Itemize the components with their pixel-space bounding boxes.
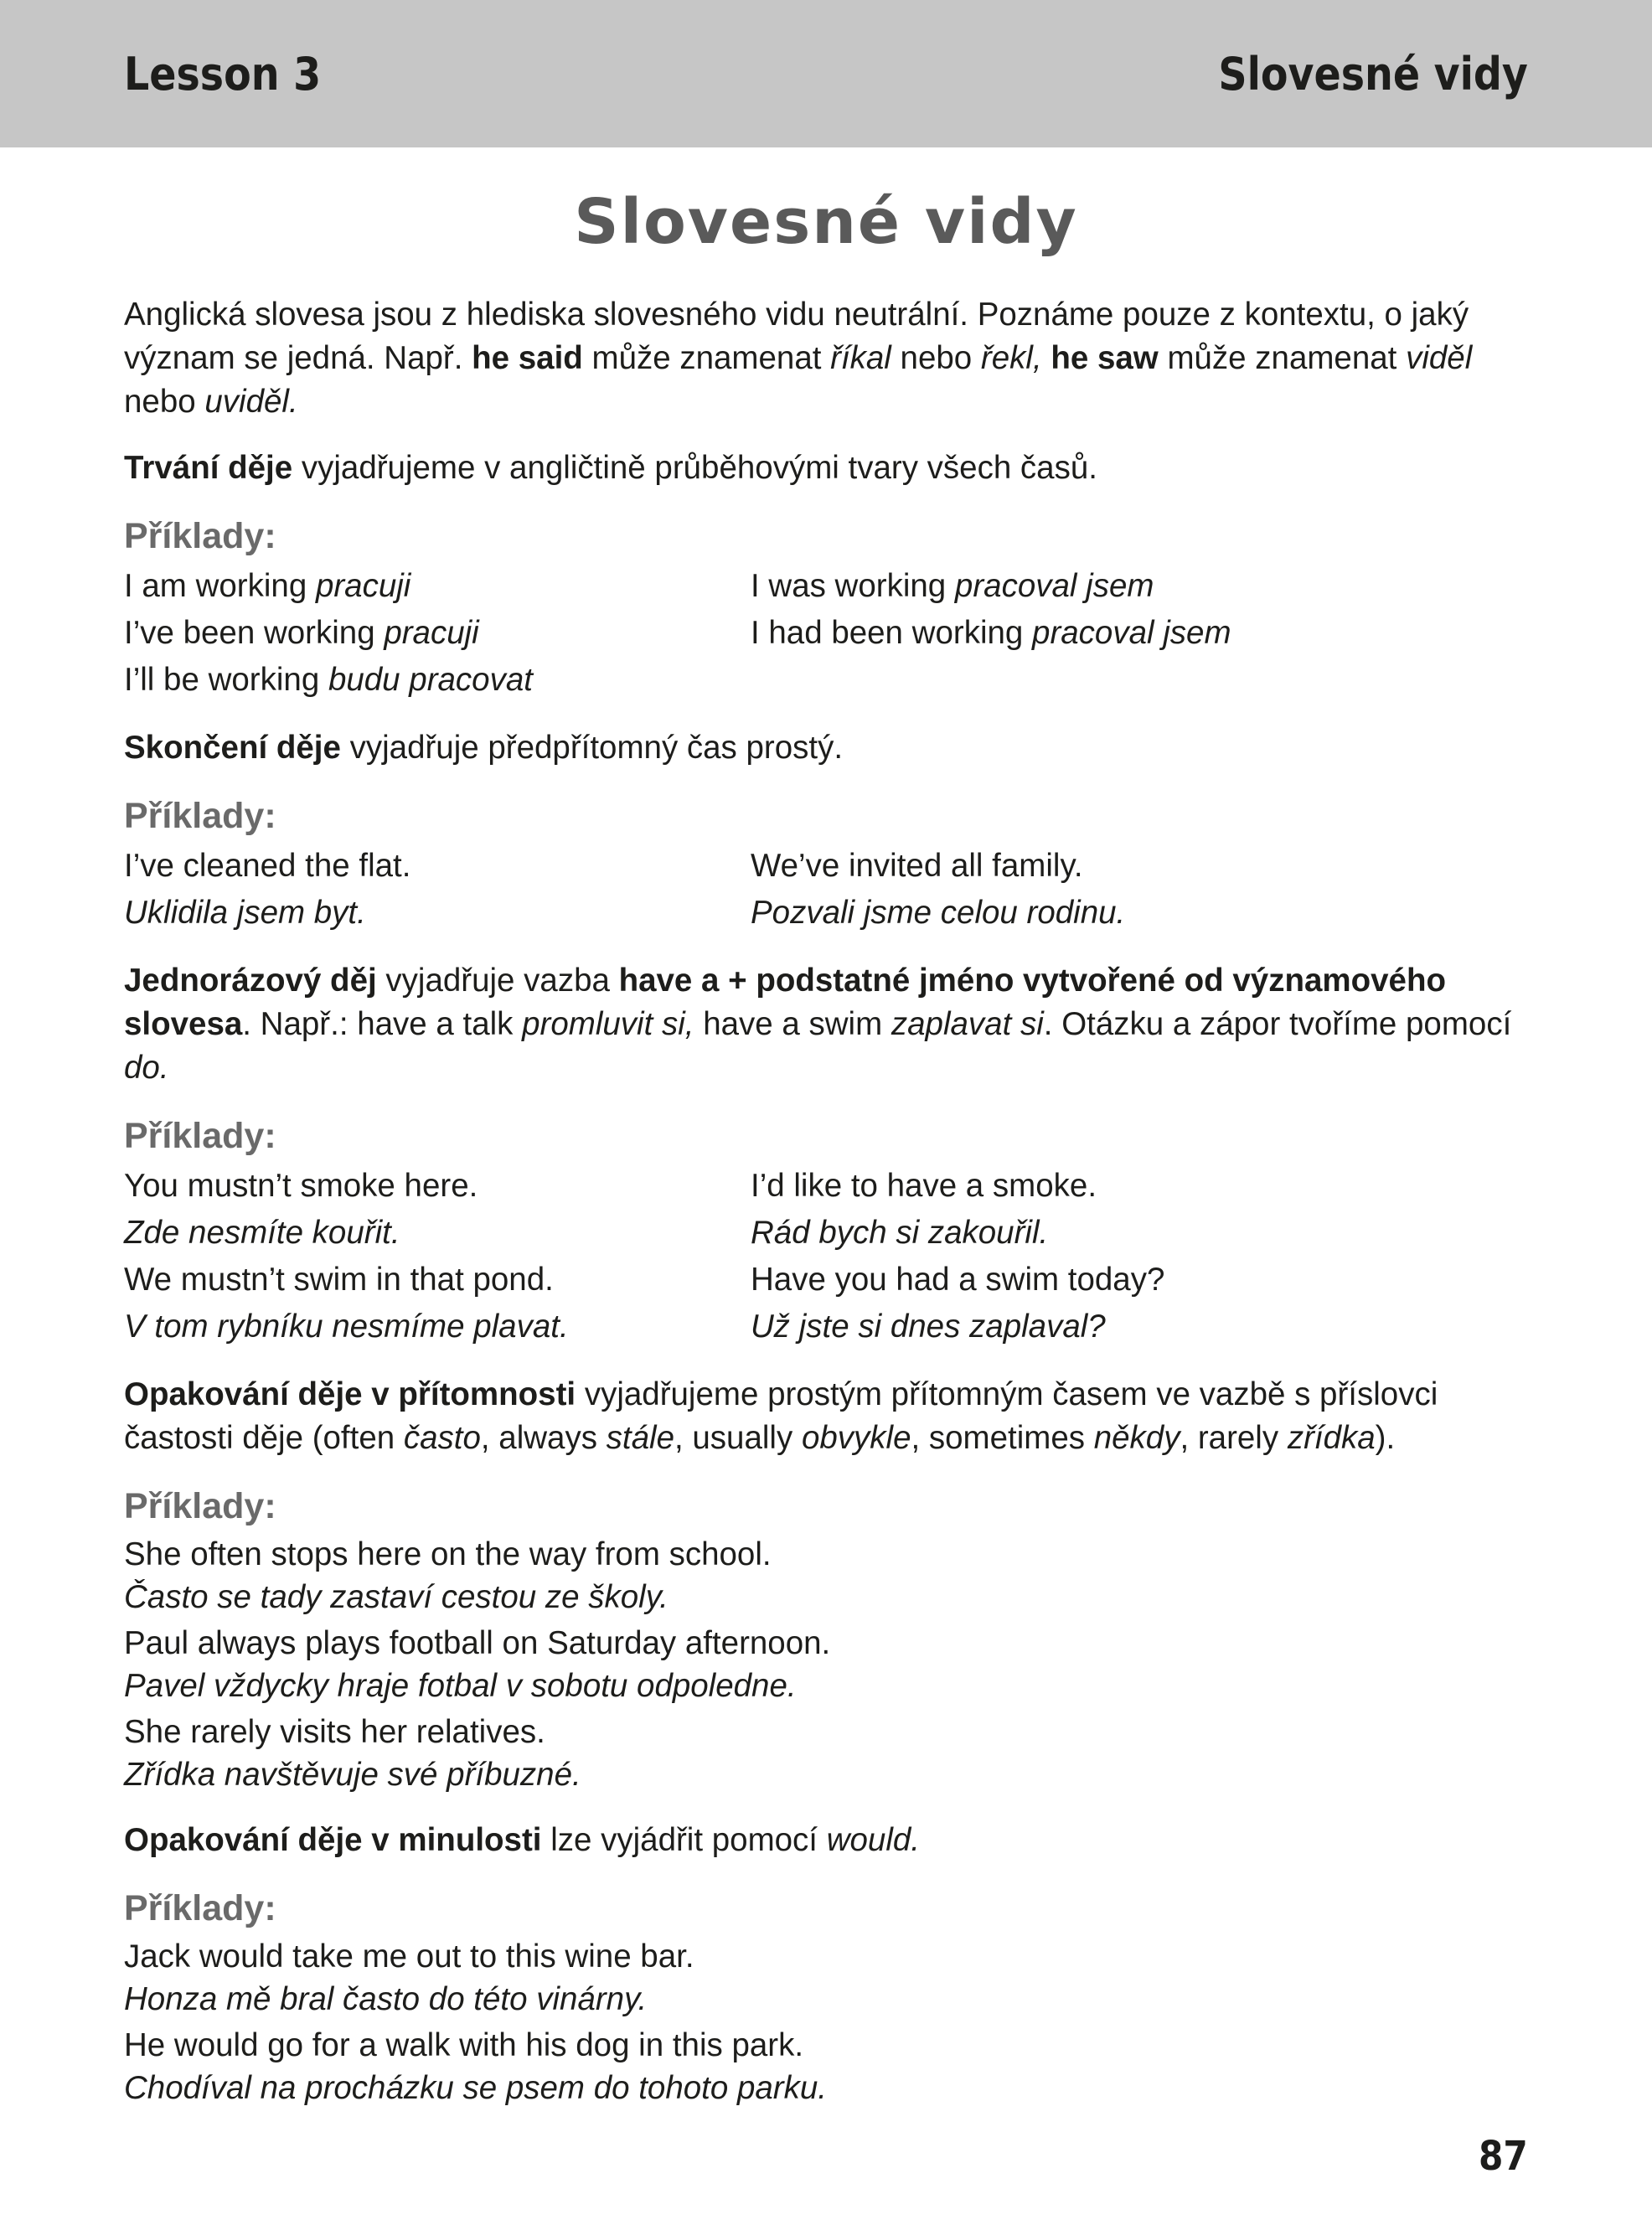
- example-cz: budu pracovat: [328, 662, 533, 698]
- example-en: I’ve cleaned the flat.: [124, 848, 411, 884]
- example-en: She often stops here on the way from school.: [124, 1536, 772, 1572]
- examples-grid-completion: [124, 843, 1530, 937]
- rule-term: Skončení děje: [124, 730, 341, 766]
- rule-italic: zaplavat si: [891, 1006, 1044, 1042]
- rule-italic: často: [403, 1420, 481, 1456]
- rule-text: , always: [480, 1420, 607, 1456]
- example-cz: Zřídka navštěvuje své příbuzné.: [124, 1757, 581, 1793]
- rule-term: Opakování děje v přítomnosti: [124, 1376, 576, 1412]
- example-cell: [124, 563, 751, 610]
- intro-italic: uviděl.: [204, 384, 298, 420]
- rule-italic: zřídka: [1287, 1420, 1376, 1456]
- example-cell: [751, 563, 1530, 610]
- rule-term: Trvání děje: [124, 450, 293, 486]
- rule-text: vyjadřuje vazba: [376, 963, 619, 999]
- example-pair: [124, 1622, 1530, 1707]
- page-title: Slovesné vidy: [574, 186, 1078, 258]
- example-cz: V tom rybníku nesmíme plavat.: [124, 1309, 569, 1345]
- example-en: I had been working: [751, 615, 1033, 651]
- section-present-repetition-rule: [124, 1373, 1530, 1460]
- section-past-repetition-rule: [124, 1819, 1530, 1862]
- rule-term: Opakování děje v minulosti: [124, 1822, 542, 1858]
- example-en: She rarely visits her relatives.: [124, 1714, 545, 1750]
- example-cz: Chodíval na procházku se psem do tohoto parku.: [124, 2070, 827, 2106]
- example-cz: Už jste si dnes zaplaval?: [751, 1309, 1106, 1345]
- intro-text: může znamenat: [1158, 340, 1407, 376]
- examples-heading: Příklady:: [124, 796, 276, 836]
- example-cz: Honza mě bral často do této vinárny.: [124, 1981, 648, 2017]
- main-content: [124, 293, 1530, 2132]
- intro-text: nebo: [124, 384, 205, 420]
- example-cz: Zde nesmíte kouřit.: [124, 1215, 400, 1251]
- intro-text: může znamenat: [582, 340, 831, 376]
- example-cz: pracuji: [384, 615, 479, 651]
- rule-text: vyjadřuje předpřítomný čas prostý.: [340, 730, 844, 766]
- rule-italic: do.: [124, 1050, 169, 1086]
- section-duration-rule: [124, 447, 1530, 490]
- example-en: We mustn’t swim in that pond.: [124, 1262, 554, 1298]
- rule-text: , rarely: [1180, 1420, 1288, 1456]
- rule-italic: promluvit si,: [522, 1006, 694, 1042]
- rule-text: . Např.: have a talk: [242, 1006, 523, 1042]
- example-cz: pracoval jsem: [954, 568, 1154, 604]
- intro-text: [1042, 340, 1051, 376]
- header-topic: Slovesné vidy: [1218, 48, 1528, 101]
- examples-list-past: [124, 1935, 1530, 2109]
- examples-list-present: [124, 1533, 1530, 1796]
- example-en: I’ll be working: [124, 662, 328, 698]
- rule-term: have a + podstatné jméno vytvořené od významového slovesa: [124, 963, 1446, 1042]
- rule-text: vyjadřujeme v angličtině průběhovými tvary všech časů.: [292, 450, 1097, 486]
- rule-italic: stále: [606, 1420, 674, 1456]
- rule-italic: někdy: [1093, 1420, 1180, 1456]
- intro-bold: he saw: [1051, 340, 1159, 376]
- example-cz: Pozvali jsme celou rodinu.: [751, 895, 1126, 931]
- intro-text: Anglická slovesa jsou z hlediska slovesného vidu neutrální. Poznáme pouze z kontextu, o jaký význam se jedná. Např.: [124, 297, 1469, 376]
- example-cell: [124, 657, 751, 704]
- rule-term: Jednorázový děj: [124, 963, 377, 999]
- intro-italic: viděl: [1406, 340, 1473, 376]
- intro-paragraph: [124, 293, 1530, 424]
- example-en: We’ve invited all family.: [751, 848, 1083, 884]
- rule-italic: obvykle: [801, 1420, 911, 1456]
- example-cell: [751, 657, 1530, 704]
- rule-text: . Otázku a zápor tvoříme pomocí: [1043, 1006, 1512, 1042]
- example-cz: Pavel vždycky hraje fotbal v sobotu odpoledne.: [124, 1668, 797, 1704]
- intro-italic: řekl,: [980, 340, 1042, 376]
- rule-text: , sometimes: [911, 1420, 1094, 1456]
- examples-grid-duration: [124, 563, 1530, 704]
- example-pair: [124, 1533, 1530, 1618]
- example-en: You mustn’t smoke here.: [124, 1168, 478, 1204]
- example-cz: Uklidila jsem byt.: [124, 895, 366, 931]
- example-en: I was working: [751, 568, 955, 604]
- intro-text: nebo: [891, 340, 981, 376]
- example-cz: pracuji: [315, 568, 411, 604]
- example-en: I’ve been working: [124, 615, 385, 651]
- examples-heading: Příklady:: [124, 1888, 276, 1928]
- rule-text: lze vyjádřit pomocí: [541, 1822, 827, 1858]
- examples-heading: Příklady:: [124, 516, 276, 556]
- example-en: He would go for a walk with his dog in this park.: [124, 2027, 804, 2063]
- rule-text: have a swim: [694, 1006, 891, 1042]
- example-en: Jack would take me out to this wine bar.: [124, 1938, 694, 1975]
- example-cz: Rád bych si zakouřil.: [751, 1215, 1049, 1251]
- example-cz: Často se tady zastaví cestou ze školy.: [124, 1579, 669, 1615]
- rule-text: vyjadřujeme prostým přítomným časem ve vazbě s příslovci častosti děje (often: [124, 1376, 1438, 1456]
- example-en: Paul always plays football on Saturday afternoon.: [124, 1625, 831, 1661]
- example-cell: [124, 610, 751, 657]
- rule-text: ).: [1375, 1420, 1396, 1456]
- page-number: 87: [1479, 2133, 1528, 2180]
- example-pair: [124, 1935, 1530, 2021]
- example-en: I’d like to have a smoke.: [751, 1168, 1097, 1204]
- example-en: I am working: [124, 568, 316, 604]
- example-cz: pracoval jsem: [1032, 615, 1231, 651]
- examples-heading: Příklady:: [124, 1116, 276, 1156]
- example-pair: [124, 2024, 1530, 2109]
- rule-text: , usually: [674, 1420, 802, 1456]
- intro-bold: he said: [472, 340, 583, 376]
- section-completion-rule: [124, 726, 1530, 770]
- example-cell: [751, 610, 1530, 657]
- example-en: Have you had a swim today?: [751, 1262, 1165, 1298]
- examples-heading: Příklady:: [124, 1486, 276, 1526]
- lesson-label: Lesson 3: [124, 48, 322, 101]
- examples-grid-single-action: [124, 1163, 1530, 1350]
- intro-italic: říkal: [830, 340, 891, 376]
- section-single-action-rule: [124, 959, 1530, 1090]
- example-pair: [124, 1711, 1530, 1796]
- rule-italic: would.: [826, 1822, 920, 1858]
